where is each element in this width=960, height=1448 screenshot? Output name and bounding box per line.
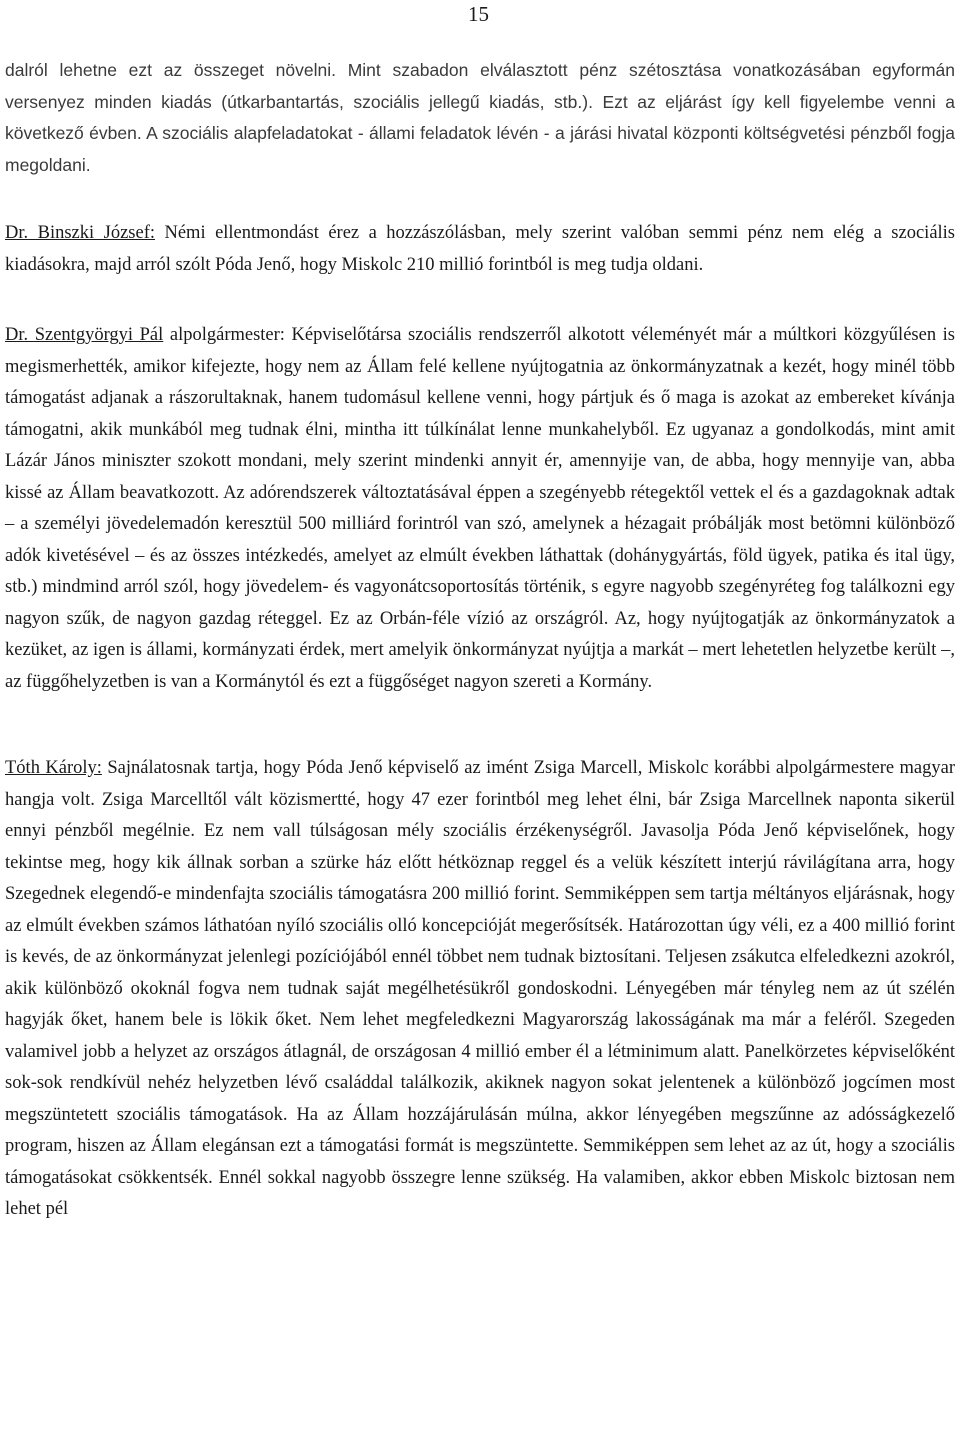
speaker-name: Tóth Károly: [5,758,102,778]
paragraph-spacer [5,181,955,218]
speaker-name: Dr. Binszki József: [5,223,155,243]
paragraph-intro-text: dalról lehetne ezt az összeget növelni. Mint szabadon elválasztott pénz szétosztása vonatkozásában egyformán versenyez minden kiadás (útkarbantartás, szociális jellegű kiadás, stb.). Ezt az eljárást így kell figyelembe venni a következő évben. A szociális alapfeladatokat - állami feladatok lévén - a járási hivatal központi költségvetési pénzből fogja megoldani. [5,60,955,175]
paragraph-text: Némi ellentmondást érez a hozzászólásban, mely szerint valóban semmi pénz nem elég a szociális kiadásokra, majd arról szólt Póda Jenő, hogy Miskolc 210 millió forintból is meg tudja oldani. [5,223,956,275]
speaker-name: Dr. Szentgyörgyi Pál [5,325,164,345]
page-number: 15 [468,2,489,26]
paragraph-spacer [5,281,955,320]
paragraph-szentgyorgyi [5,320,955,698]
paragraph-toth [5,753,955,1226]
document-body [5,55,955,1226]
paragraph-spacer [5,698,955,753]
paragraph-binszki [5,218,955,281]
paragraph-intro [5,55,955,181]
paragraph-text: alpolgármester: Képviselőtársa szociális rendszerről alkotott véleményét már a múltkori közgyűlésen is megismerhették, amikor kifejezte, hogy nem az Állam felé kellene nyújtogatnia az önkormányzatnak a kezét, hogy minél több támogatást adjanak a rászorultaknak, hanem tudomásul kellene venni, hogy pártjuk és ő maga is azokat az embereket kívánja támogatni, akik munkából meg tudnak élni, mintha itt túlkínálat lenne munkahelyből. Ez ugyanaz a gondolkodás, mint amit Lázár János miniszter szokott mondani, mely szerint mindenki annyit ér, amennyije van, de abba, hogy mennyije van, abba kissé az Állam beavatkozott. Az adórendszerek változtatásával éppen a szegényebb rétegektől vettek el és a gazdagoknak adtak – a személyi jövedelemadón keresztül 500 milliárd forintról van szó, amelynek a hézagait próbálják most betömni különböző adók kivetésével – és az összes intézkedés, amelyet az elmúlt években láthattak (dohánygyártás, föld ügyek, patika és ital ügy, stb.) mindmind arról szól, hogy jövedelem- és vagyonátcsoportosítás történik, s egyre nagyobb szegényréteg fog találkozni egy nagyon szűk, de nagyon gazdag réteggel. Ez az Orbán-féle vízió az országról. Az, hogy nyújtogatják az önkormányzatok a kezüket, az igen is állami, kormányzati érdek, mert amelyik önkormányzat nyújtja a markát – mert lehetetlen helyzetbe került –, az függőhelyzetben is van a Kormánytól és ezt a függőséget nagyon szereti a Kormány. [5,325,955,692]
paragraph-text: Sajnálatosnak tartja, hogy Póda Jenő képviselő az imént Zsiga Marcell, Miskolc korábbi alpolgármestere magyar hangja volt. Zsiga Marcelltől vált közismertté, hogy 47 ezer forintból meg lehet élni, bár Zsiga Marcellnek naponta sikerül ennyi pénzből megélnie. Ez nem vall túlságosan mély szociális érzékenységről. Javasolja Póda Jenő képviselőnek, hogy tekintse meg, hogy kik állnak sorban a szürke ház előtt hétköznap reggel és a velük készített interjú rávilágítana arra, hogy Szegednek elegendő-e mindenfajta szociális támogatásra 200 millió forint. Semmiképpen sem tartja méltányos eljárásnak, hogy az elmúlt években számos láthatóan nyíló szociális olló koncepcióját megerősítsék. Határozottan úgy véli, ez a 400 millió forint is kevés, de az önkormányzat jelenlegi pozíciójából ennél többet nem tudnak biztosítani. Teljesen zsákutca elfeledkezni azokról, akik különböző okoknál fogva nem tudnak saját megélhetésükről gondoskodni. Lényegében már tényleg nem az út szélén hagyják őket, hanem bele is lökik őket. Nem lehet megfeledkezni Magyarország lakosságának ma már a feléről. Szegeden valamivel jobb a helyzet az országos átlagnál, de országosan 4 millió ember él a létminimum alatt. Panelkörzetes képviselőként sok-sok rendkívül nehéz helyzetben lévő családdal találkozik, akiknek nagyon sokat jelentenek a különböző jogcímen most megszüntetett szociális támogatások. Ha az Állam hozzájárulásán múlna, akkor lényegében megszűnne az adósságkezelő program, hiszen az Állam elegánsan ezt a támogatási formát is megszüntette. Semmiképpen sem lehet az az út, hogy a szociális támogatásokat csökkentsék. Ennél sokkal nagyobb összegre lenne szükség. Ha valamiben, akkor ebben Miskolc biztosan nem lehet pél [5,758,955,1219]
